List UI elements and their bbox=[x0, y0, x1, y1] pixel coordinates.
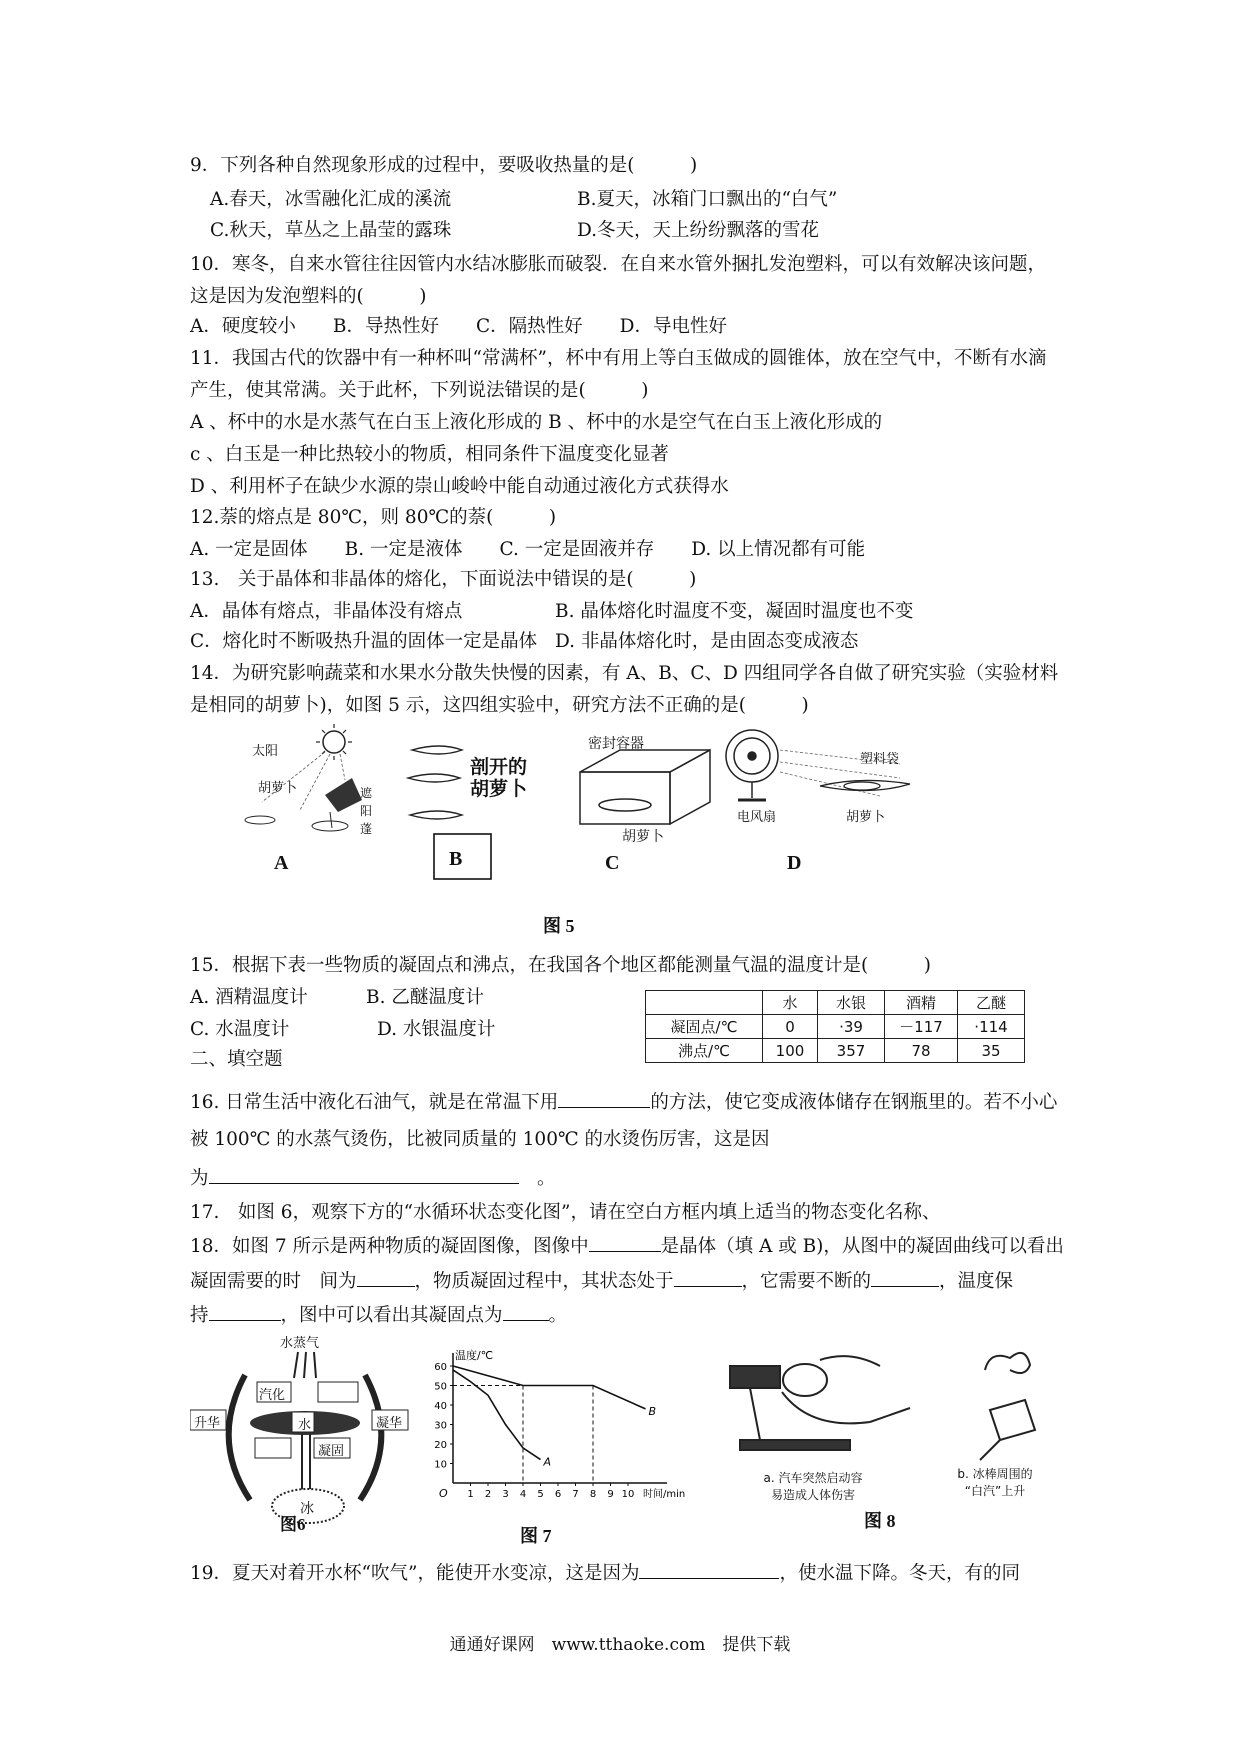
q11-option-c: c 、白玉是一种比热较小的物质，相同条件下温度变化显著 bbox=[190, 444, 669, 465]
series-label-B: B bbox=[648, 1404, 657, 1418]
q11-option-ab: A 、杯中的水是水蒸气在白玉上液化形成的 B 、杯中的水是空气在白玉上液化形成的 bbox=[190, 412, 883, 433]
fig5-label-c: C bbox=[605, 852, 620, 874]
q9-option-c: C.秋天，草丛之上晶莹的露珠 bbox=[210, 220, 452, 241]
fig5-carrot-label-d: 胡萝卜 bbox=[846, 810, 886, 825]
q16-blank-1[interactable] bbox=[558, 1089, 650, 1108]
q15-option-a: A. 酒精温度计 bbox=[190, 987, 308, 1008]
car-seat-icon bbox=[730, 1366, 850, 1450]
option-b-box bbox=[434, 834, 491, 879]
table-header-row bbox=[646, 991, 1025, 1015]
figure-7-chart bbox=[425, 1345, 725, 1515]
q18-text-2d: ，温度保 bbox=[939, 1271, 1014, 1292]
page-footer: 通通好课网 www.tthaoke.com 提供下载 bbox=[449, 1635, 791, 1655]
table-header-cell: 水银 bbox=[818, 991, 885, 1015]
plastic-bag-icon bbox=[820, 780, 910, 790]
fig5-sun-label: 太阳 bbox=[252, 744, 279, 759]
q15-option-d: D. 水银温度计 bbox=[377, 1019, 496, 1040]
table-cell: 100 bbox=[763, 1039, 818, 1063]
q10-options: A．硬度较小 B．导热性好 C．隔热性好 D．导电性好 bbox=[190, 316, 727, 337]
x-tick-label: 1 bbox=[467, 1489, 474, 1500]
blank-box-left[interactable] bbox=[255, 1438, 291, 1458]
fig5-label-a: A bbox=[274, 852, 289, 874]
fig8-b-caption bbox=[940, 1466, 1050, 1500]
series-line-A bbox=[453, 1370, 541, 1460]
table-cell: －117 bbox=[885, 1015, 958, 1039]
passenger-icon bbox=[782, 1356, 910, 1423]
fig6-caption: 图6 bbox=[280, 1515, 306, 1534]
q18-text-3c: 。 bbox=[548, 1305, 568, 1326]
table-header-cell bbox=[646, 991, 763, 1015]
q16-line-3 bbox=[190, 1165, 556, 1192]
fig6-vapor-label: 水蒸气 bbox=[280, 1336, 320, 1351]
q11-stem-2: 产生，使其常满。关于此杯，下列说法错误的是( ) bbox=[190, 380, 649, 401]
q18-text-1b: 是晶体（填 A 或 B)，从图中的凝固曲线可以看出 bbox=[660, 1236, 1064, 1257]
q18-text-1a: 18．如图 7 所示是两种物质的凝固图像，图像中 bbox=[190, 1236, 589, 1257]
table-cell: 35 bbox=[958, 1039, 1025, 1063]
q18-line-3 bbox=[190, 1302, 567, 1329]
table-cell: 凝固点/℃ bbox=[646, 1015, 763, 1039]
x-axis-label: 时间/min bbox=[643, 1489, 686, 1500]
q12-stem: 12.萘的熔点是 80℃，则 80℃的萘( ) bbox=[190, 507, 557, 528]
table-cell: ·114 bbox=[958, 1015, 1025, 1039]
table-header-cell: 酒精 bbox=[885, 991, 958, 1015]
q18-line-2 bbox=[190, 1268, 1013, 1295]
y-tick-label: 50 bbox=[434, 1381, 447, 1393]
x-tick-label: 10 bbox=[621, 1489, 635, 1500]
fig6-desublimate-label: 凝华 bbox=[376, 1416, 403, 1431]
q9-stem: 9．下列各种自然现象形成的过程中，要吸收热量的是( ) bbox=[190, 155, 698, 176]
y-tick-label: 10 bbox=[434, 1459, 447, 1471]
table-cell: 0 bbox=[763, 1015, 818, 1039]
q16-text-1b: 的方法，使它变成液体储存在钢瓶里的。若不小心 bbox=[650, 1092, 1058, 1113]
q16-text-1a: 16. 日常生活中液化石油气，就是在常温下用 bbox=[190, 1092, 559, 1113]
q18-blank-5[interactable] bbox=[209, 1302, 281, 1321]
q10-stem-1: 10．寒冬，自来水管往往因管内水结冰膨胀而破裂．在自来水管外捆扎发泡塑料，可以有效解决该问题， bbox=[190, 254, 1047, 275]
fig6-water-label: 水 bbox=[298, 1418, 312, 1433]
table-cell: 沸点/℃ bbox=[646, 1039, 763, 1063]
q19-blank[interactable] bbox=[639, 1560, 779, 1579]
q11-stem-1: 11．我国古代的饮器中有一种杯叫“常满杯”，杯中有用上等白玉做成的圆锥体，放在空气中，不断有水滴 bbox=[190, 348, 1047, 369]
x-tick-label: 5 bbox=[537, 1489, 544, 1500]
fig6-sublimate-label: 升华 bbox=[194, 1416, 221, 1431]
table-header-cell: 水 bbox=[763, 991, 818, 1015]
q13-option-d: D. 非晶体熔化时，是由固态变成液态 bbox=[555, 631, 859, 652]
q11-option-d: D 、利用杯子在缺少水源的崇山峻岭中能自动通过液化方式获得水 bbox=[190, 476, 729, 497]
x-tick-label: 9 bbox=[607, 1489, 614, 1500]
x-tick-label: 8 bbox=[589, 1489, 597, 1500]
q14-stem-1: 14．为研究影响蔬菜和水果水分散失快慢的因素，有 A、B、C、D 四组同学各自做了研究实验（实验材料 bbox=[190, 663, 1059, 684]
fig5-cut-carrot-line-2: 胡萝卜 bbox=[470, 778, 528, 800]
q18-blank-2[interactable] bbox=[357, 1268, 415, 1287]
q18-line-1 bbox=[190, 1233, 1064, 1260]
q18-blank-6[interactable] bbox=[503, 1302, 549, 1321]
q15-stem: 15．根据下表一些物质的凝固点和沸点，在我国各个地区都能测量气温的温度计是( ) bbox=[190, 955, 931, 976]
fig8-a-caption-line-1: a. 汽车突然启动容 bbox=[763, 1471, 863, 1485]
fig6-ice-label: 冰 bbox=[300, 1501, 314, 1517]
series-line-B bbox=[453, 1366, 646, 1409]
y-tick-label: 40 bbox=[434, 1401, 447, 1412]
fig5-carrot-label-a: 胡萝卜 bbox=[258, 781, 298, 796]
x-tick-label: 3 bbox=[502, 1489, 509, 1500]
x-tick-label: 4 bbox=[519, 1489, 527, 1500]
q17-line: 17. 如图 6，观察下方的“水循环状态变化图”，请在空白方框内填上适当的物态变化名称、 bbox=[190, 1202, 941, 1223]
q13-option-a: A．晶体有熔点，非晶体没有熔点 bbox=[190, 601, 463, 622]
q18-blank-1[interactable] bbox=[589, 1233, 661, 1252]
fig5-shade-char-3: 蓬 bbox=[360, 822, 373, 836]
x-tick-label: 2 bbox=[484, 1489, 492, 1500]
sun-icon bbox=[316, 724, 352, 760]
y-axis-label: 温度/℃ bbox=[455, 1349, 494, 1362]
sealed-container-icon bbox=[580, 750, 710, 824]
q19-text-b: ，使水温下降。冬天，有的同 bbox=[779, 1563, 1020, 1584]
q18-blank-3[interactable] bbox=[674, 1268, 742, 1287]
fig5-cut-carrot-label bbox=[470, 756, 527, 800]
table-cell: 357 bbox=[818, 1039, 885, 1063]
fig8-b-caption-line-1: b. 冰棒周围的 bbox=[957, 1467, 1033, 1481]
q10-stem-2: 这是因为发泡塑料的( ) bbox=[190, 286, 427, 307]
q16-text-3a: 为 bbox=[190, 1168, 209, 1189]
q18-text-2b: ，物质凝固过程中，其状态处于 bbox=[414, 1271, 674, 1292]
q15-option-b: B. 乙醚温度计 bbox=[366, 987, 484, 1008]
fig5-fan-label: 电风扇 bbox=[737, 810, 777, 825]
q9-option-d: D.冬天，天上纷纷飘落的雪花 bbox=[577, 220, 820, 241]
q18-blank-4[interactable] bbox=[871, 1268, 939, 1287]
q13-stem: 13. 关于晶体和非晶体的熔化，下面说法中错误的是( ) bbox=[190, 569, 697, 590]
q9-option-b: B.夏天，冰箱门口飘出的“白气” bbox=[577, 189, 838, 210]
table-cell: ·39 bbox=[818, 1015, 885, 1039]
q18-text-3b: ，图中可以看出其凝固点为 bbox=[280, 1305, 503, 1326]
q14-stem-2: 是相同的胡萝卜)，如图 5 示，这四组实验中，研究方法不正确的是( ) bbox=[190, 695, 809, 716]
carrot-icon bbox=[245, 816, 275, 824]
q18-text-3a: 持 bbox=[190, 1305, 209, 1326]
table-header-cell: 乙醚 bbox=[958, 991, 1025, 1015]
fig5-cut-carrot-line-1: 剖开的 bbox=[470, 756, 528, 778]
cut-carrot-icon bbox=[408, 746, 462, 819]
q16-blank-2[interactable] bbox=[209, 1165, 519, 1184]
q19-line bbox=[190, 1560, 1020, 1587]
fig6-vaporize-label: 汽化 bbox=[259, 1388, 286, 1403]
fig5-carrot-label-c: 胡萝卜 bbox=[622, 829, 664, 845]
chart-origin-label: O bbox=[439, 1487, 448, 1500]
q16-line-1 bbox=[190, 1089, 1057, 1116]
fig8-caption: 图 8 bbox=[864, 1511, 896, 1531]
carrot-icon bbox=[312, 821, 348, 831]
x-tick-label: 7 bbox=[572, 1489, 579, 1500]
table-row bbox=[646, 1015, 1025, 1039]
q12-options: A. 一定是固体 B. 一定是液体 C. 一定是固液并存 D. 以上情况都有可能 bbox=[190, 539, 866, 560]
fig5-shade-label bbox=[360, 784, 372, 838]
substance-table bbox=[645, 990, 1025, 1063]
blank-box-top-right[interactable] bbox=[318, 1382, 358, 1402]
q9-option-a: A.春天，冰雪融化汇成的溪流 bbox=[210, 189, 452, 210]
fig5-caption: 图 5 bbox=[543, 916, 575, 936]
y-tick-label: 30 bbox=[434, 1420, 447, 1432]
fig5-sealed-label: 密封容器 bbox=[588, 736, 644, 752]
table-row bbox=[646, 1039, 1025, 1063]
x-tick-label: 6 bbox=[554, 1489, 562, 1500]
y-tick-label: 60 bbox=[434, 1362, 447, 1373]
fig7-caption: 图 7 bbox=[520, 1526, 552, 1546]
fig8-b-caption-line-2: “白汽”上升 bbox=[964, 1484, 1026, 1498]
fig5-plastic-bag-label: 塑料袋 bbox=[860, 752, 900, 767]
q13-option-b: B. 晶体熔化时温度不变，凝固时温度也不变 bbox=[555, 601, 914, 622]
fig5-label-d: D bbox=[787, 852, 802, 874]
fig5-shade-char-1: 遮 bbox=[360, 786, 373, 800]
q15-option-c: C. 水温度计 bbox=[190, 1019, 290, 1040]
q18-text-2a: 凝固需要的时 间为 bbox=[190, 1271, 357, 1292]
fig5-label-b: B bbox=[449, 848, 463, 870]
fig5-shade-char-2: 阳 bbox=[360, 804, 373, 818]
fig6-freeze-label: 凝固 bbox=[318, 1444, 345, 1459]
q16-text-3b: 。 bbox=[537, 1168, 556, 1189]
q16-line-2: 被 100℃ 的水蒸气烫伤，比被同质量的 100℃ 的水烫伤厉害，这是因 bbox=[190, 1129, 770, 1150]
electric-fan-icon bbox=[726, 730, 778, 800]
table-cell: 78 bbox=[885, 1039, 958, 1063]
q13-option-c: C．熔化时不断吸热升温的固体一定是晶体 bbox=[190, 631, 538, 652]
popsicle-icon bbox=[980, 1353, 1035, 1460]
q18-text-2c: ，它需要不断的 bbox=[741, 1271, 872, 1292]
fig8-a-caption-line-2: 易造成人体伤害 bbox=[770, 1488, 855, 1502]
series-label-A: A bbox=[543, 1455, 552, 1469]
q19-text-a: 19．夏天对着开水杯“吹气”，能使开水变凉，这是因为 bbox=[190, 1563, 640, 1584]
section-2-heading: 二、填空题 bbox=[190, 1049, 283, 1070]
y-tick-label: 20 bbox=[434, 1440, 447, 1451]
shade-awning-icon bbox=[325, 778, 362, 828]
fig8-a-caption bbox=[738, 1470, 888, 1504]
